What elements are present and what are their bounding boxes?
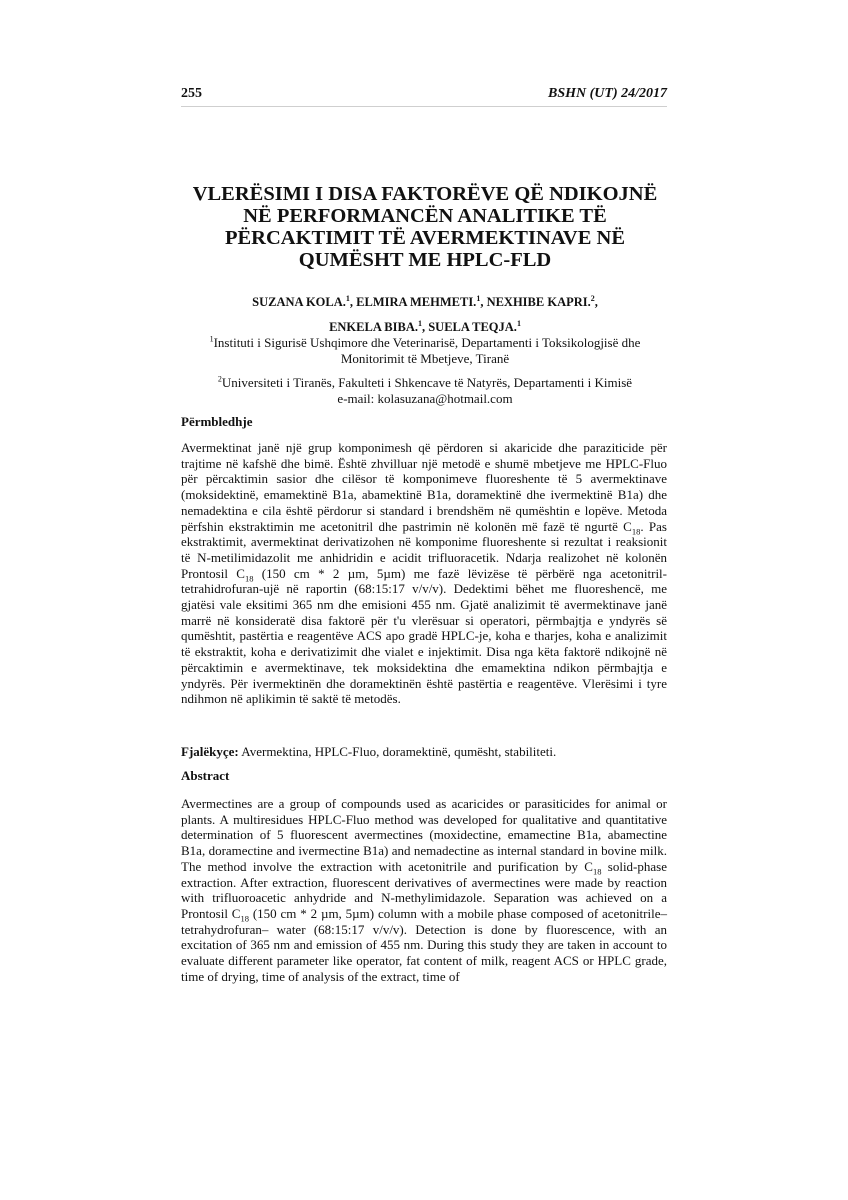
affiliation-text: Instituti i Sigurisë Ushqimore dhe Veterinarisë, Departamenti i Toksikologjisë dhe xyxy=(213,335,641,350)
title-line: PËRCAKTIMIT TË AVERMEKTINAVE NË xyxy=(224,227,626,249)
affiliation-1 xyxy=(170,335,680,367)
body-text: . Pas ekstraktimit, avermektinat derivatizohen në komponime fluoreshente si rezultat i reaksionit të N-metilimidazolit me anhidridin e acidit trifluoracetik. Ndarja realizohet në kolonën Prontosil C xyxy=(181,518,667,581)
author-affiliation-mark: 1 xyxy=(476,293,481,303)
running-header xyxy=(181,86,667,104)
affiliation-2 xyxy=(170,375,680,407)
subscript: 18 xyxy=(592,866,602,877)
permbledhje-heading: Përmbledhje xyxy=(181,414,253,429)
paper-title xyxy=(170,183,680,271)
author-separator: , xyxy=(349,295,357,309)
body-text: Avermectines are a group of compounds used as acaricides or parasiticides for animal or plants. A multiresidues HPLC-Fluo method was developed for qualitative and quantitative determination of 5 fluorescent avermectines (moxidectine, emamectine B1a, abamectine B1a, doramectine and ivermectine B1a) and nemadectine as internal standard in bovine milk. The method involve the extraction with acetonitrile and purification by C xyxy=(181,796,667,874)
author-name: SUELA TEQJA. xyxy=(428,320,517,334)
author-separator: , xyxy=(480,295,487,309)
affiliation-mark: 2 xyxy=(217,374,222,384)
body-text: (150 cm * 2 µm, 5µm) me fazë lëvizëse të përbërë nga acetonitril-tetrahidrofuran-ujë në raportin (68:15:17 v/v/v). Dedektimi bëhet me fluoreshencë, me gjatësi vale eksitimi 365 nm dhe emisioni 455 nm. Gjatë analizimit të avermektinave janë marrë në konsideratë disa faktorë për t'u vlerësuar si operatori, përmbajtja e yndyrës së qumështit, pastërtia e reagentëve ACS apo gradë HPLC-je, koha e tharjes, koha e analizimit të ekstraktit, koha e derivatizimit dhe vialet e injektimit. Disa nga këta faktorë ndikojnë në përcaktimin e avermektinave, tek moksidektina dhe emamektina ndikon përmbajtja e yndyrës. Për ivermektinën dhe doramektinën është pastërtia e reagentëve. Vlerësimi i tyre ndihmon në aplikimin të saktë të metodës. xyxy=(181,565,667,707)
title-line: VLERËSIMI I DISA FAKTORËVE QË NDIKOJNË xyxy=(192,183,658,205)
author-separator: , xyxy=(594,295,598,309)
keywords-label: Fjalëkyçe: xyxy=(181,744,239,759)
header-rule xyxy=(181,106,667,107)
author-affiliation-mark: 2 xyxy=(590,293,595,303)
author-line xyxy=(170,290,680,315)
title-line: NË PERFORMANCËN ANALITIKE TË xyxy=(243,205,607,227)
author-name: NEXHIBE KAPRI. xyxy=(486,295,591,309)
body-text: solid-phase extraction. After extraction, fluorescent derivatives of avermectines were made by reaction with trifluoroacetic anhydride and N-methylimidazole. Separation was achieved on a Prontosil C xyxy=(181,858,667,921)
page-number: 255 xyxy=(181,86,202,101)
journal-citation: BSHN (UT) 24/2017 xyxy=(548,86,667,101)
author-list xyxy=(170,290,680,340)
subscript: 18 xyxy=(240,913,249,924)
author-name: SUZANA KOLA. xyxy=(252,295,346,309)
affiliation-line: Monitorimit të Mbetjeve, Tiranë xyxy=(340,351,510,366)
author-affiliation-mark: 1 xyxy=(417,318,422,328)
author-separator: , xyxy=(421,320,429,334)
affiliation-text: Universiteti i Tiranës, Fakulteti i Shkencave të Natyrës, Departamenti i Kimisë xyxy=(221,375,633,390)
author-affiliation-mark: 1 xyxy=(516,318,521,328)
affiliation-line xyxy=(170,335,680,351)
abstract-heading: Abstract xyxy=(181,768,230,783)
subscript: 18 xyxy=(244,573,254,584)
affiliation-mark: 1 xyxy=(209,334,214,344)
permbledhje-body xyxy=(181,440,667,707)
author-affiliation-mark: 1 xyxy=(345,293,350,303)
contact-email: e-mail: kolasuzana@hotmail.com xyxy=(337,391,513,406)
title-line: QUMËSHT ME HPLC-FLD xyxy=(298,249,552,271)
keywords-text: Avermektina, HPLC-Fluo, doramektinë, qumësht, stabiliteti. xyxy=(238,744,557,759)
body-text: Avermektinat janë një grup komponimesh që përdoren si akaricide dhe paraziticide për trajtime në kafshë dhe bimë. Është zhvilluar një metodë e shumë mbetjeve me HPLC-Fluo për përcaktimin sasior dhe cilësor të komponimeve fluoreshente të 5 avermektinave (moksidektinë, emamektinë B1a, abamektinë B1a, doramektinë dhe ivermektinë B1a) dhe nemadektina e cila është përdorur si standard i brendshëm në qumështin e lopëve. Metoda përfshin ekstraktimin me acetonitril dhe pastrimin në kolonën më fazë të ngurtë C xyxy=(181,440,667,534)
subscript: 18 xyxy=(631,526,641,537)
affiliation-line xyxy=(170,375,680,391)
abstract-body xyxy=(181,796,667,984)
author-name: ENKELA BIBA. xyxy=(329,320,418,334)
author-name: ELMIRA MEHMETI. xyxy=(356,295,477,309)
keywords xyxy=(181,744,667,760)
body-text: (150 cm * 2 µm, 5µm) column with a mobile phase composed of acetonitrile–tetrahydrofuran– water (68:15:17 v/v/v). Detection is done by fluorescence, with an excitation of 365 nm and emission of 455 nm. During this study they are taken in account to evaluate different parameter like operator, fat content of milk, reagent ACS or HPLC grade, time of drying, time of analysis of the extract, time of xyxy=(181,905,667,984)
